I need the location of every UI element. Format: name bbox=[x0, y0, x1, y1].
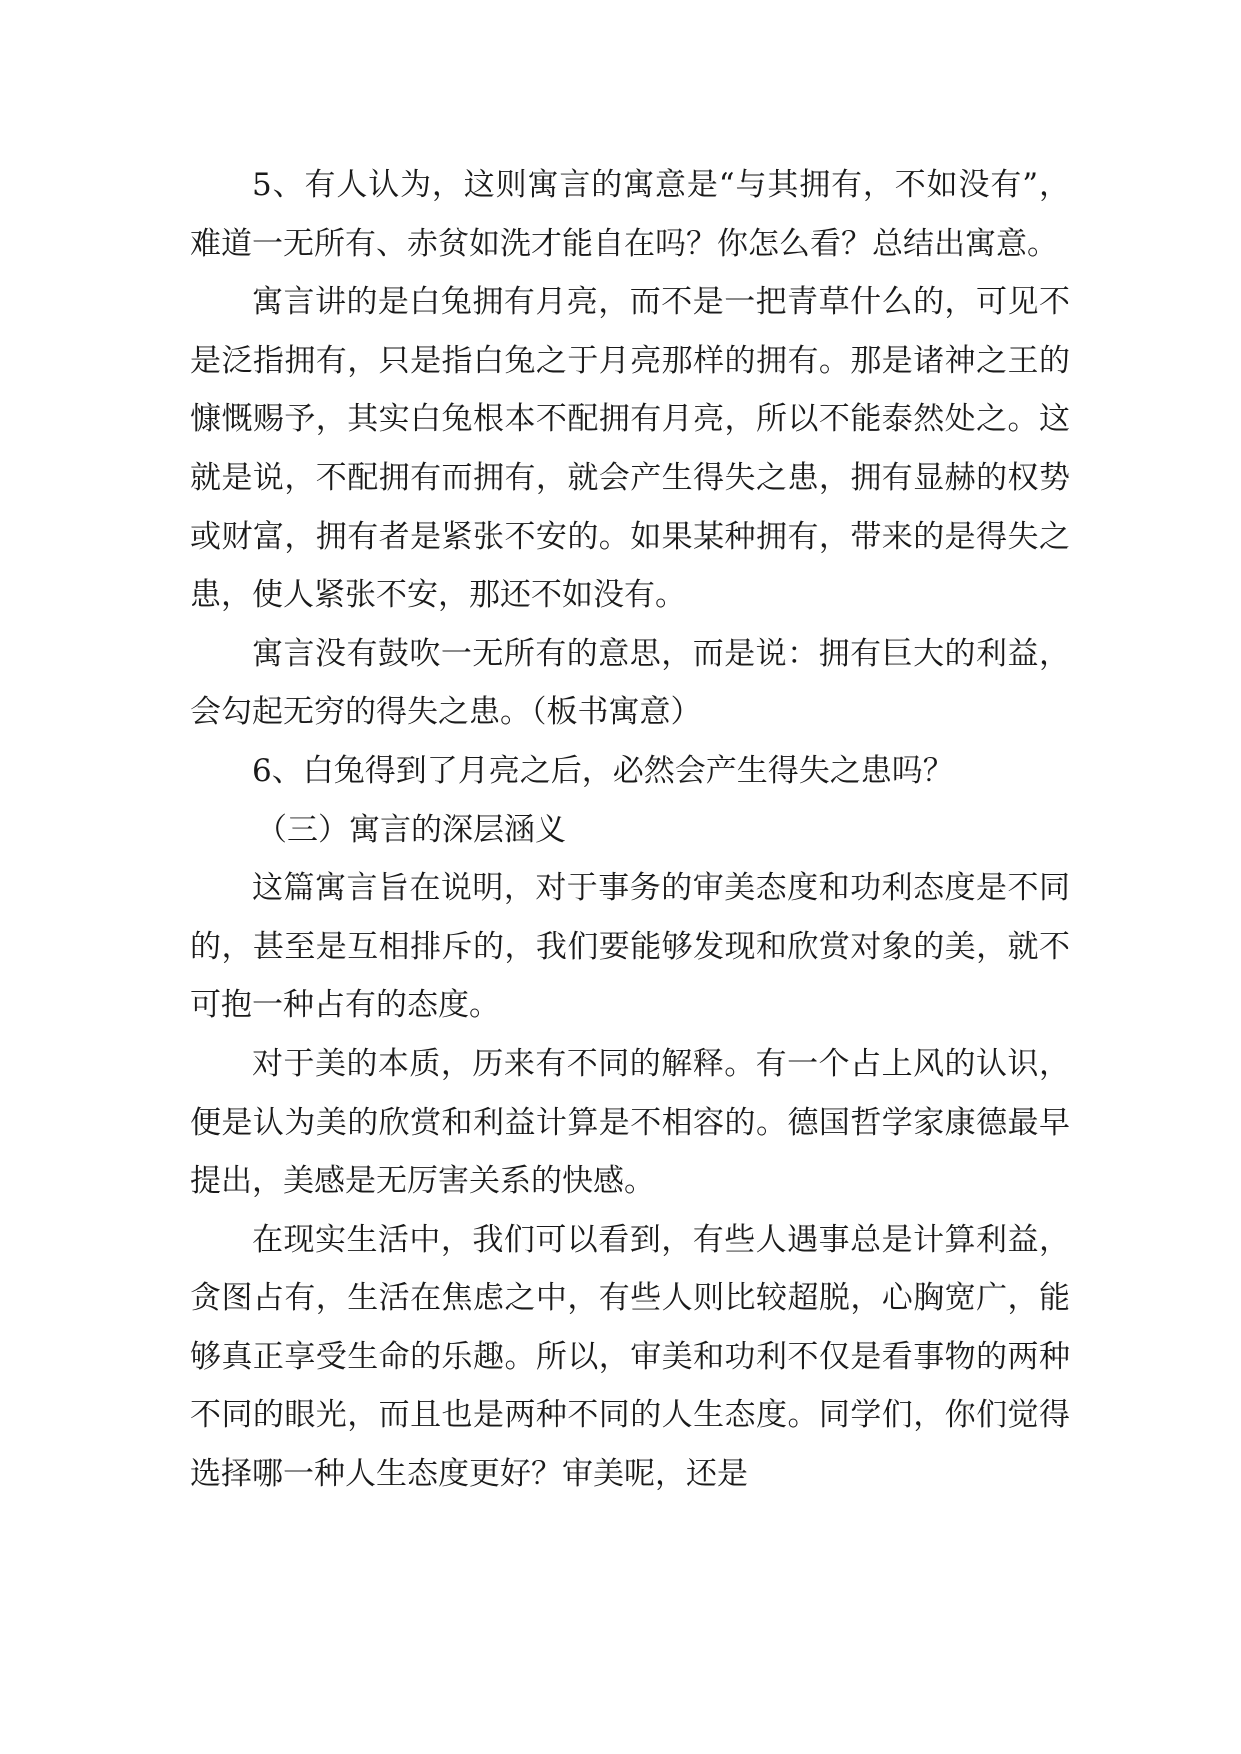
body-paragraph-2: 对于美的本质，历来有不同的解释。有一个占上风的认识，便是认为美的欣赏和利益计算是不相容的。德国哲学家康德最早提出，美感是无厉害关系的快感。 bbox=[190, 1045, 1070, 1200]
question-6-paragraph: 6、白兔得到了月亮之后，必然会产生得失之患吗？ bbox=[252, 752, 954, 789]
question-5-paragraph: 5、有人认为，这则寓言的寓意是“与其拥有，不如没有”，难道一无所有、赤贫如洗才能自在吗？你怎么看？总结出寓意。 bbox=[190, 167, 1070, 262]
body-paragraph-1: 这篇寓言旨在说明，对于事务的审美态度和功利态度是不同的，甚至是互相排斥的，我们要能够发现和欣赏对象的美，就不可抱一种占有的态度。 bbox=[190, 870, 1070, 1024]
answer-paragraph-1: 寓言讲的是白兔拥有月亮，而不是一把青草什么的，可见不是泛指拥有，只是指白兔之于月亮那样的拥有。那是诸神之王的慷慨赐予，其实白兔根本不配拥有月亮，所以不能泰然处之。这就是说，不配拥有而拥有，就会产生得失之患，拥有显赫的权势或财富，拥有者是紧张不安的。如果某种拥有，带来的是得失之患，使人紧张不安，那还不如没有。 bbox=[190, 284, 1070, 614]
body-paragraph-3: 在现实生活中，我们可以看到，有些人遇事总是计算利益，贪图占有，生活在焦虑之中，有些人则比较超脱，心胸宽广，能够真正享受生命的乐趣。所以，审美和功利不仅是看事物的两种不同的眼光，而且也是两种不同的人生态度。同学们，你们觉得选择哪一种人生态度更好？审美呢，还是 bbox=[190, 1221, 1070, 1493]
body-text bbox=[190, 156, 1070, 1504]
section-heading: （三）寓言的深层涵义 bbox=[256, 811, 566, 848]
answer-paragraph-2: 寓言没有鼓吹一无所有的意思，而是说：拥有巨大的利益，会勾起无穷的得失之患。（板书寓意） bbox=[190, 635, 1070, 731]
